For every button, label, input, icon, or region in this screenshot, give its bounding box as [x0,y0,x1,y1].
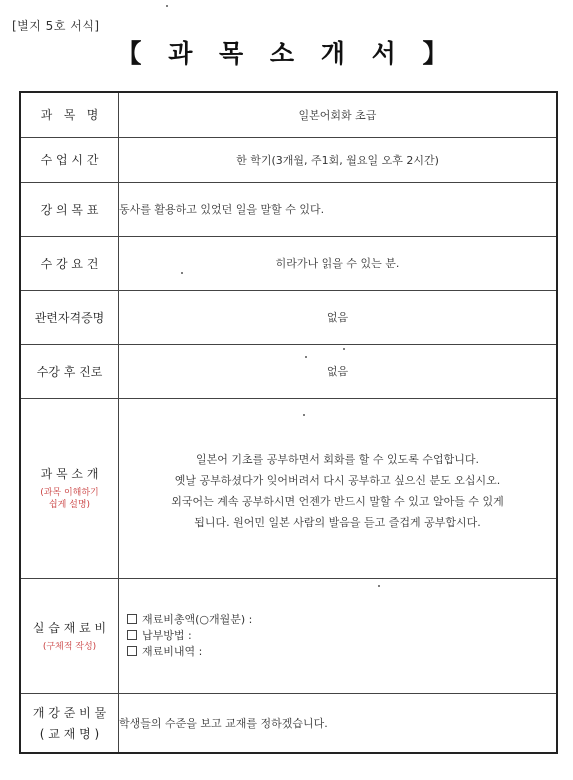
label-career: 수강 후 진로 [20,344,119,398]
materials-checklist [119,612,556,660]
label-materials-hint: (구체적 작성) [42,641,97,652]
label-course-name: 과 목 명 [20,92,119,137]
scan-speck [305,356,307,358]
document-title: 【 과 목 소 개 서 】 [116,39,457,68]
label-course-intro [20,398,119,578]
label-schedule: 수 업 시 간 [20,137,119,182]
row-certificate [20,290,557,344]
row-career [20,344,557,398]
label-course-intro-hint [21,487,118,511]
form-number-tag: [별지 5호 서식] [12,19,100,33]
label-requirement: 수 강 요 건 [20,236,119,290]
scan-speck [378,585,380,587]
label-certificate: 관련자격증명 [20,290,119,344]
row-materials [20,578,557,693]
checkbox-payment-method[interactable] [127,630,137,640]
intro-line-3: 외국어는 계속 공부하시면 언젠가 반드시 말할 수 있고 알아들 수 있게 [171,495,504,508]
value-textbook: 학생들의 수준을 보고 교재를 정하겠습니다. [119,693,558,753]
row-requirement [20,236,557,290]
checklist-label-payment-method: 납부방법 : [142,628,192,642]
value-course-intro [119,398,558,578]
hint-line-2: 쉽게 설명) [48,500,91,510]
scan-speck [181,272,183,274]
scan-speck [343,348,345,350]
row-textbook [20,693,557,753]
intro-line-2: 옛날 공부하셨다가 잊어버려서 다시 공부하고 싶으신 분도 오십시오. [174,474,501,487]
scan-speck [303,414,305,416]
value-certificate: 없음 [119,290,558,344]
course-intro-description [119,443,556,533]
checklist-label-cost-details: 재료비내역 : [142,644,203,658]
value-course-name: 일본어회화 초급 [119,92,558,137]
row-schedule [20,137,557,182]
label-materials-text: 실 습 재 료 비 [32,620,107,635]
intro-line-4: 됩니다. 원어민 일본 사람의 발음을 듣고 즐겁게 공부합시다. [194,516,481,529]
value-requirement: 히라가나 읽을 수 있는 분. [119,236,558,290]
row-course-name [20,92,557,137]
label-textbook-line-2: ( 교 재 명 ) [39,726,100,741]
hint-line-1: (과목 이해하기 [40,488,99,498]
label-textbook [20,693,119,753]
checklist-item-total-cost [127,612,556,628]
checklist-label-total-cost: 재료비총액(○개월분) : [142,612,253,626]
course-intro-form [19,91,558,754]
checkbox-cost-details[interactable] [127,646,137,656]
label-goal: 강 의 목 표 [20,182,119,236]
label-course-intro-text: 과 목 소 개 [40,467,99,481]
row-goal [20,182,557,236]
value-schedule: 한 학기(3개월, 주1회, 월요일 오후 2시간) [119,137,558,182]
row-course-intro [20,398,557,578]
label-textbook-line-1: 개 강 준 비 물 [32,705,107,720]
value-materials [119,578,558,693]
label-materials [20,578,119,693]
value-career: 없음 [119,344,558,398]
intro-line-1: 일본어 기초를 공부하면서 회화를 할 수 있도록 수업합니다. [196,453,479,466]
scan-speck [166,5,168,7]
checklist-item-cost-details [127,644,556,660]
checklist-item-payment-method [127,628,556,644]
value-goal: 동사를 활용하고 있었던 일을 말할 수 있다. [119,182,558,236]
checkbox-total-cost[interactable] [127,614,137,624]
